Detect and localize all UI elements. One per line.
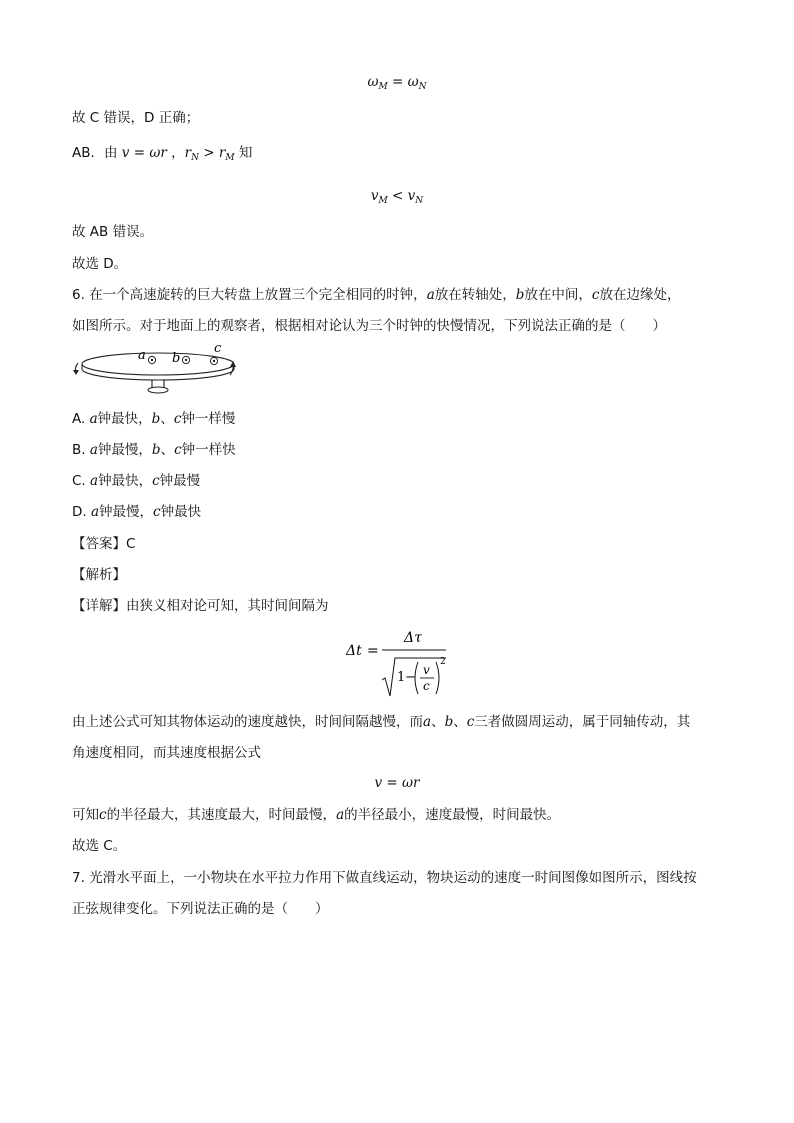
paren-left	[415, 662, 418, 694]
option-b-t1: 钟最慢，	[97, 442, 152, 458]
expl-c: c	[466, 714, 475, 730]
q6-var-c: c	[591, 287, 600, 303]
expl-3a2: a	[336, 807, 345, 823]
option-c-v1: a	[90, 473, 99, 489]
expl-1b: 三者做圆周运动，属于同轴传动，其	[474, 714, 691, 730]
formula-numerator: Δτ	[404, 630, 422, 646]
detail-text: 由狭义相对论可知，其时间间隔为	[126, 598, 329, 614]
q6-stem-1a: 在一个高速旋转的巨大转盘上放置三个完全相同的时钟，	[89, 287, 427, 303]
q6-stem-1c: 放在中间，	[524, 287, 592, 303]
vwr-omega: ω	[402, 775, 414, 791]
q6-stem-1b: 放在转轴处，	[434, 287, 516, 303]
vwr-v: v	[374, 775, 383, 791]
detail-line	[72, 596, 329, 616]
line-choose-d: 故选 D。	[72, 256, 128, 272]
expl-sep2: 、	[453, 714, 467, 730]
expl-b: b	[444, 714, 454, 730]
formula-eq: =	[367, 643, 379, 659]
option-d-letter: D.	[72, 504, 87, 520]
expl-a: a	[423, 714, 432, 730]
label-c: c	[214, 342, 222, 356]
explanation-line-2: 角速度相同，而其速度根据公式	[72, 745, 261, 761]
sub-n: N	[418, 82, 427, 92]
option-c-v2: c	[152, 473, 160, 489]
expl-1a: 由上述公式可知其物体运动的速度越快，时间间隔越慢，而	[72, 714, 423, 730]
ab-rm: r	[218, 145, 226, 161]
expl-3c: c	[99, 807, 107, 823]
option-a-t2: 、	[160, 411, 174, 427]
option-a-v3: c	[173, 411, 182, 427]
ab-rn: r	[184, 145, 192, 161]
option-b-t2: 、	[160, 442, 175, 458]
q7-number: 7.	[72, 870, 85, 886]
expl-3d: 的半径最小，速度最慢，时间最快。	[344, 807, 561, 823]
q7-stem-1: 光滑水平面上，一小物块在水平拉力作用下做直线运动，物块运动的速度一时间图像如图所示，图线按	[89, 870, 697, 886]
ab-gt: >	[198, 145, 219, 161]
q7-stem-line-2: 正弦规律变化。下列说法正确的是（ ）	[72, 901, 329, 917]
option-a[interactable]	[72, 409, 235, 429]
explanation-line-3	[72, 805, 560, 825]
label-b: b	[172, 351, 181, 366]
option-b-v1: a	[89, 442, 98, 458]
rotation-arrow-left-icon	[73, 363, 79, 375]
line-c-wrong: 故 C 错误，D 正确；	[72, 110, 200, 126]
q6-var-b: b	[515, 287, 525, 303]
less-sign: <	[387, 188, 408, 204]
option-b-t3: 钟一样快	[181, 442, 236, 458]
sub-m: M	[378, 82, 388, 92]
expl-3a: 可知	[72, 807, 99, 823]
option-c-t2: 钟最慢	[159, 473, 201, 489]
v-m-sub: M	[378, 196, 388, 206]
turntable-figure	[70, 342, 245, 402]
omega-m: ω	[367, 74, 379, 90]
q6-stem-1d: 放在边缘处，	[599, 287, 681, 303]
ab-rn-sub: N	[191, 153, 199, 163]
omega-n: ω	[407, 74, 419, 90]
vwr-eq: =	[382, 775, 403, 791]
option-d-v2: c	[153, 504, 161, 520]
ab-v: v	[121, 145, 130, 161]
formula-exponent: 2	[440, 657, 446, 667]
explanation-line-1	[72, 712, 690, 732]
formula-c: c	[423, 679, 430, 693]
ab-omega: ω	[149, 145, 161, 161]
option-b-letter: B.	[72, 442, 86, 458]
v-m: v	[370, 188, 379, 204]
option-a-v1: a	[89, 411, 98, 427]
time-dilation-formula	[340, 624, 450, 700]
option-c[interactable]	[72, 471, 200, 491]
ab-suffix: 知	[234, 145, 253, 161]
option-d-t1: 钟最慢，	[99, 504, 154, 520]
expl-sep1: 、	[431, 714, 445, 730]
option-a-letter: A.	[72, 411, 86, 427]
formula-v: v	[423, 663, 430, 677]
equation-v	[0, 186, 794, 211]
option-d-t2: 钟最快	[160, 504, 202, 520]
formula-lhs: Δt	[346, 643, 362, 659]
line-ab	[72, 143, 252, 168]
q6-number: 6.	[72, 287, 85, 303]
paren-right	[436, 662, 439, 694]
option-a-v2: b	[151, 411, 161, 427]
ab-prefix: AB．由	[72, 145, 122, 161]
q6-var-a: a	[426, 287, 435, 303]
v-n: v	[407, 188, 416, 204]
equation-omega	[0, 72, 794, 97]
ab-comma: ，	[166, 145, 185, 161]
q6-choose: 故选 C。	[72, 838, 127, 854]
expl-3b: 的半径最大，其速度最大，时间最慢，	[106, 807, 337, 823]
option-d[interactable]	[72, 502, 201, 522]
detail-tag: 【详解】	[72, 598, 126, 614]
q6-stem-line-1	[72, 285, 680, 305]
option-b-v3: c	[174, 442, 182, 458]
option-c-letter: C.	[72, 473, 86, 489]
ab-rm-sub: M	[225, 153, 235, 163]
line-ab-wrong: 故 AB 错误。	[72, 224, 154, 240]
equals-sign: =	[387, 74, 408, 90]
option-b[interactable]	[72, 440, 236, 460]
option-b-v2: b	[151, 442, 161, 458]
ab-r: r	[160, 145, 167, 161]
answer-value: C	[126, 536, 136, 552]
q7-stem-line-1	[72, 868, 697, 888]
disk-top	[82, 353, 234, 375]
v-n-sub: N	[415, 196, 424, 206]
option-d-v1: a	[90, 504, 100, 520]
answer-tag: 【答案】	[72, 536, 126, 552]
formula-minus: −	[405, 670, 416, 685]
answer-line	[72, 534, 135, 554]
vwr-r: r	[413, 775, 420, 791]
option-a-t1: 钟最快，	[97, 411, 152, 427]
formula-one: 1	[397, 670, 406, 685]
option-a-t3: 钟一样慢	[181, 411, 236, 427]
axle-base	[148, 387, 168, 393]
label-a: a	[138, 348, 146, 363]
q6-stem-line-2: 如图所示。对于地面上的观察者，根据相对论认为三个时钟的快慢情况，下列说法正确的是（ ）	[72, 318, 666, 334]
option-c-t1: 钟最快，	[98, 473, 153, 489]
equation-v-omega-r	[0, 773, 794, 793]
ab-eq: =	[129, 145, 150, 161]
analysis-tag: 【解析】	[72, 567, 126, 583]
